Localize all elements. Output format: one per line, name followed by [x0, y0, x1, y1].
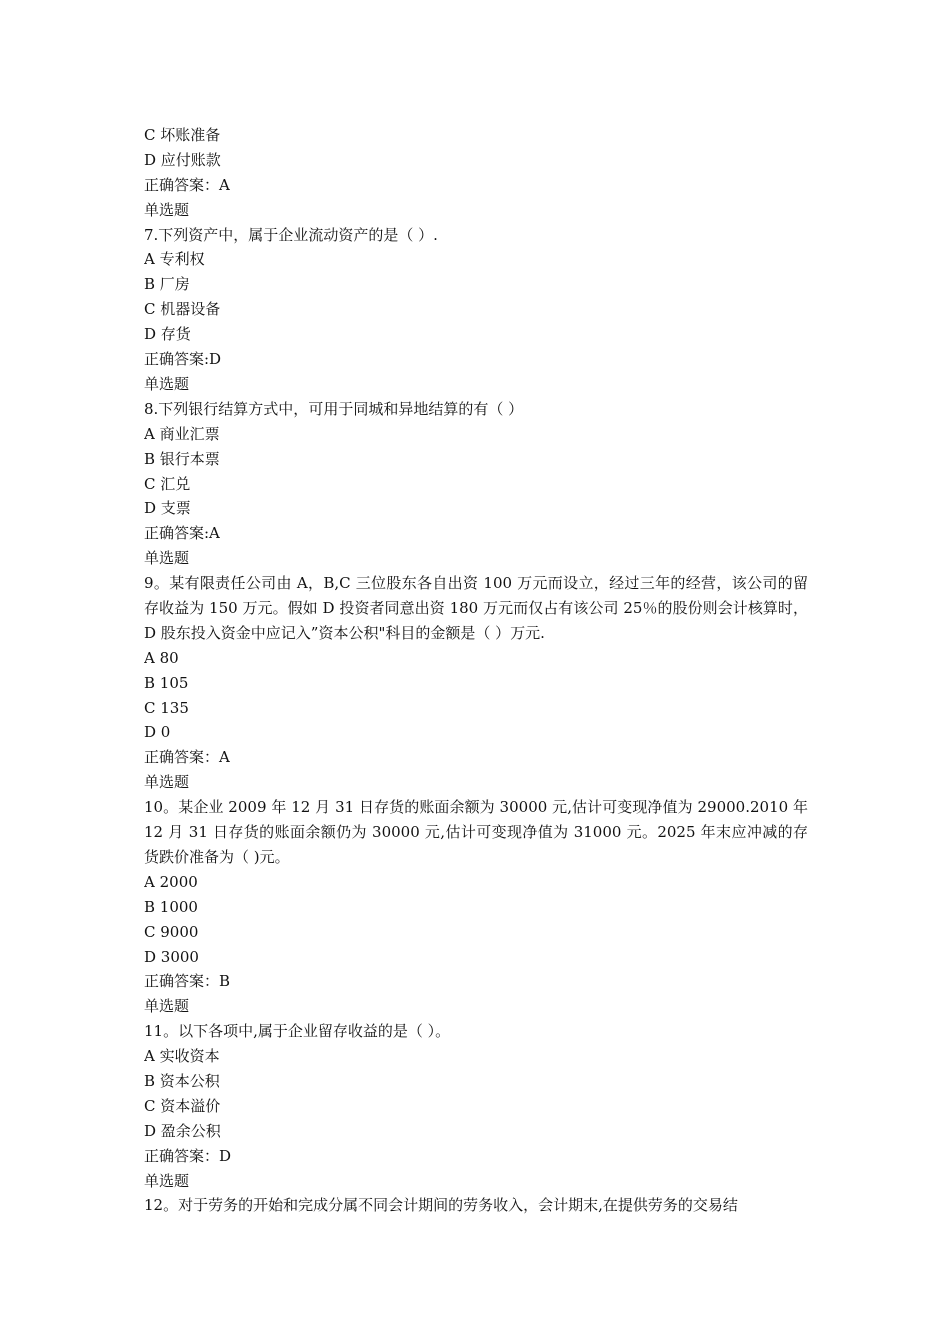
option-c: C 资本溢价 — [144, 1096, 221, 1115]
option-c: C 9000 — [144, 922, 199, 941]
option-a: A 商业汇票 — [144, 424, 220, 443]
option-a: A 2000 — [144, 872, 198, 891]
option-b: B 1000 — [144, 897, 198, 916]
question-stem: 10。某企业 2009 年 12 月 31 日存货的账面余额为 30000 元,估计可变现净值为 29000.2010 年 12 月 31 日存货的账面余额仍为 30000 元,估计可变现净值为 31000 元。2025 年末应冲减的存货跌价准备为（ )元。 — [144, 798, 808, 866]
question-11 — [144, 994, 808, 1168]
correct-answer: 正确答案：B — [144, 972, 231, 991]
option-b: B 厂房 — [144, 275, 190, 294]
option-a: A 实收资本 — [144, 1047, 220, 1066]
option-d: D 盈余公积 — [144, 1121, 221, 1140]
option-c: C 汇兑 — [144, 474, 191, 493]
question-type: 单选题 — [144, 773, 190, 792]
question-10 — [144, 770, 808, 994]
question-type: 单选题 — [144, 997, 190, 1016]
option-a: A 80 — [144, 648, 179, 667]
correct-answer: 正确答案:A — [144, 524, 220, 543]
question-stem: 12。对于劳务的开始和完成分属不同会计期间的劳务收入，会计期末,在提供劳务的交易结 — [144, 1196, 738, 1215]
correct-answer: 正确答案：A — [144, 748, 230, 767]
question-stem: 11。以下各项中,属于企业留存收益的是（ ）。 — [144, 1022, 451, 1041]
question-stem: 9。某有限责任公司由 A，B,C 三位股东各自出资 100 万元而设立，经过三年的经营，该公司的留存收益为 150 万元。假如 D 投资者同意出资 180 万元而仅占有该公司 25％的股份则会计核算时，D 股东投入资金中应记入”资本公积"科目的金额是（ ）万元. — [144, 574, 808, 642]
option-d: D 3000 — [144, 947, 199, 966]
question-type: 单选题 — [144, 200, 190, 219]
question-type: 单选题 — [144, 374, 190, 393]
question-type: 单选题 — [144, 549, 190, 568]
document-page — [144, 123, 808, 1218]
question-8 — [144, 372, 808, 546]
option-b: B 银行本票 — [144, 449, 220, 468]
option-d: D 应付账款 — [144, 150, 221, 169]
question-stem: 7.下列资产中，属于企业流动资产的是（ ）. — [144, 225, 438, 244]
correct-answer: 正确答案：A — [144, 175, 230, 194]
question-7 — [144, 198, 808, 372]
option-d: D 存货 — [144, 325, 191, 344]
question-9 — [144, 546, 808, 770]
option-d: D 支票 — [144, 499, 191, 518]
question-type: 单选题 — [144, 1171, 190, 1190]
option-d: D 0 — [144, 723, 171, 742]
correct-answer: 正确答案:D — [144, 350, 222, 369]
option-b: B 资本公积 — [144, 1071, 220, 1090]
option-c: C 机器设备 — [144, 300, 221, 319]
option-c: C 坏账准备 — [144, 126, 221, 144]
option-a: A 专利权 — [144, 250, 205, 269]
question-12 — [144, 1169, 808, 1219]
correct-answer: 正确答案：D — [144, 1146, 232, 1165]
option-b: B 105 — [144, 673, 189, 692]
option-c: C 135 — [144, 698, 189, 717]
question-stem: 8.下列银行结算方式中，可用于同城和异地结算的有（ ） — [144, 399, 524, 418]
